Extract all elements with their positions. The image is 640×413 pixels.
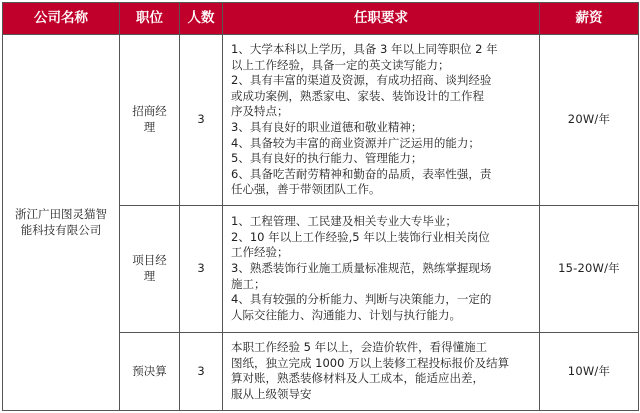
requirement-line: 任心强，善于带领团队工作。	[231, 182, 381, 197]
header-position: 职位	[120, 3, 180, 35]
count-cell: 3	[180, 35, 223, 206]
position-cell	[120, 332, 180, 410]
requirement-line: 1、工程管理、工民建及相关专业大专毕业；	[231, 214, 457, 229]
count-cell: 3	[180, 332, 223, 410]
requirement-line: 5、具有良好的执行能力、管理能力；	[231, 151, 423, 166]
salary-cell: 20W/年	[540, 35, 639, 206]
position-line: 理	[143, 120, 156, 135]
requirement-line: 以上工作经验，具备一定的英文读写能力；	[231, 57, 450, 72]
requirement-line: 3、熟悉装饰行业施工质量标准规范，熟练掌握现场	[231, 260, 492, 275]
requirement-line: 服从上级领导安	[231, 386, 312, 401]
requirement-line: 6、具备吃苦耐劳精神和勤奋的品质，表率性强，责	[231, 166, 492, 181]
position-line: 招商经	[132, 104, 167, 119]
position-line: 理	[143, 268, 156, 283]
position-line: 预决算	[132, 363, 167, 378]
requirement-line: 序及特点；	[231, 104, 289, 119]
requirement-line: 本职工作经验 5 年以上，会造价软件，看得懂施工	[231, 340, 488, 355]
position-cell	[120, 205, 180, 332]
requirement-line: 1、大学本科以上学历，具备 3 年以上同等职位 2 年	[231, 42, 498, 57]
header-count: 人数	[180, 3, 223, 35]
position-line: 项目经	[132, 253, 167, 268]
requirement-line: 或成功案例，熟悉家电、家装、装饰设计的工作程	[231, 88, 484, 103]
salary-cell: 15-20W/年	[540, 205, 639, 332]
requirement-line: 工作经验；	[231, 245, 289, 260]
company-name-cell	[3, 35, 120, 411]
requirements-cell	[223, 205, 540, 332]
requirement-line: 图纸，独立完成 1000 万以上装修工程投标报价及结算	[231, 355, 510, 370]
header-requirements: 任职要求	[223, 3, 540, 35]
requirement-line: 2、具有丰富的渠道及资源，有成功招商、谈判经验	[231, 73, 492, 88]
table-header-row	[3, 3, 639, 35]
requirement-line: 4、具备较为丰富的商业资源并广泛运用的能力；	[231, 135, 480, 150]
company-name-line: 浙江广田图灵猫智	[15, 206, 107, 221]
position-cell	[120, 35, 180, 206]
requirement-line: 2、10 年以上工作经验,5 年以上装饰行业相关岗位	[231, 229, 490, 244]
requirement-line: 人际交往能力、沟通能力、计划与执行能力。	[231, 307, 461, 322]
requirement-line: 4、具有较强的分析能力、判断与决策能力，一定的	[231, 292, 492, 307]
requirement-line: 施工；	[231, 276, 266, 291]
requirement-line: 算对账，熟悉装修材料及人工成本，能适应出差，	[231, 371, 484, 386]
salary-cell: 10W/年	[540, 332, 639, 410]
job-listing-table	[2, 2, 639, 411]
requirement-line: 3、具有良好的职业道德和敬业精神；	[231, 120, 423, 135]
table-row	[3, 35, 639, 206]
requirements-cell	[223, 332, 540, 410]
header-salary: 薪资	[540, 3, 639, 35]
requirements-cell	[223, 35, 540, 206]
company-name-line: 能科技有限公司	[20, 222, 102, 237]
header-company: 公司名称	[3, 3, 120, 35]
count-cell: 3	[180, 205, 223, 332]
